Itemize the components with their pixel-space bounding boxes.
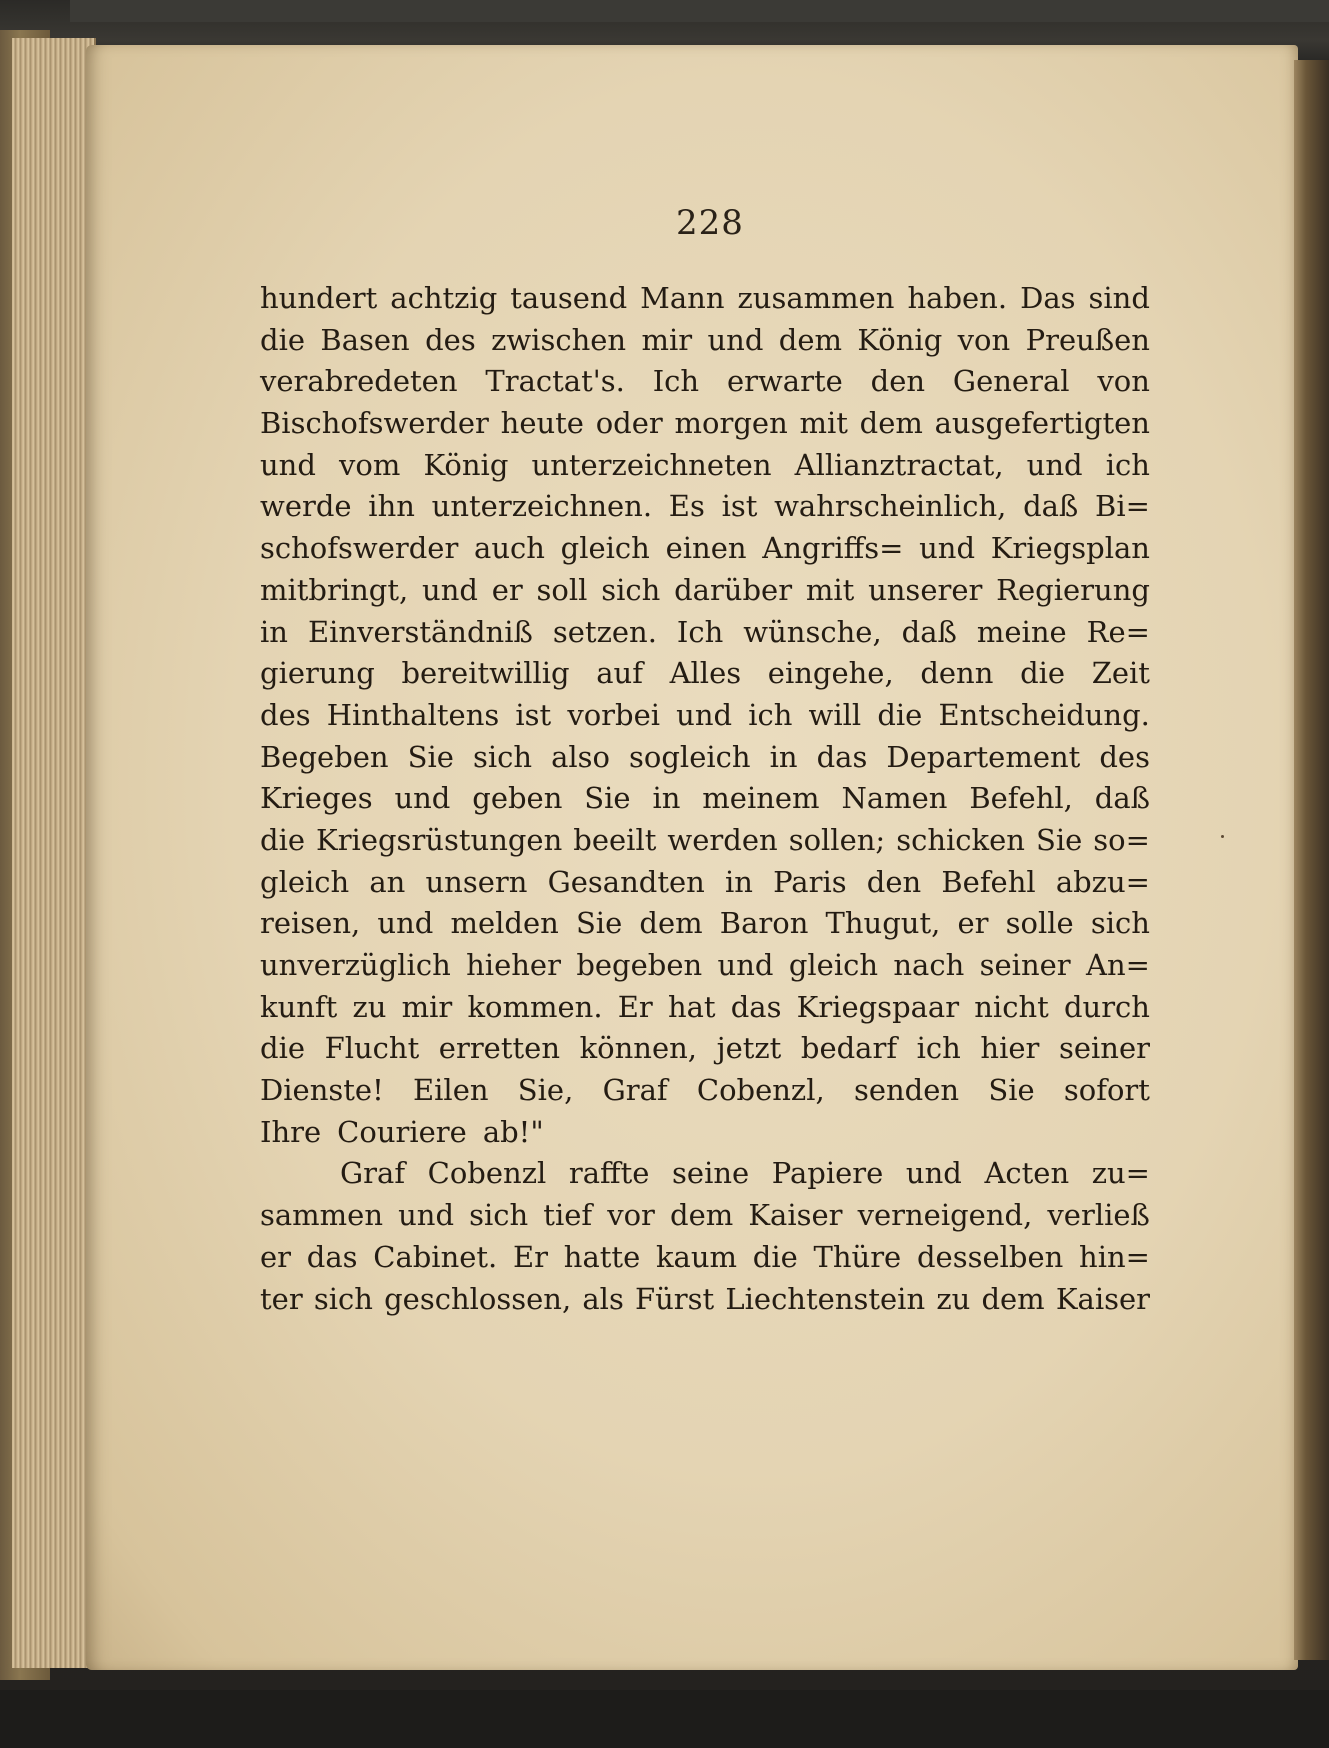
word: wünsche,	[743, 614, 882, 649]
word: König	[423, 447, 509, 482]
word: ter	[260, 1281, 303, 1316]
word: heute	[500, 406, 584, 441]
word: mir	[641, 322, 693, 357]
word: Befehl,	[969, 781, 1073, 816]
word: das	[306, 1239, 358, 1274]
word: von	[1097, 364, 1150, 399]
word: seiner	[1058, 1031, 1150, 1066]
book-cover-top	[70, 0, 1329, 22]
word: ich	[1105, 447, 1150, 482]
word: geben	[472, 781, 563, 816]
word: Eilen	[412, 1073, 489, 1108]
paper-speck	[1221, 835, 1224, 838]
body-text	[260, 278, 1150, 1320]
word: sich	[313, 1281, 373, 1316]
word: Departement	[886, 739, 1081, 774]
word: nicht	[974, 989, 1049, 1024]
word: daß	[901, 614, 957, 649]
word: Tractat's.	[485, 364, 625, 399]
word: dem	[670, 1198, 734, 1233]
word: mit	[805, 572, 855, 607]
text-line	[260, 903, 1150, 945]
book-cover-bottom	[0, 1690, 1329, 1748]
word: in	[260, 614, 288, 649]
word: er	[957, 906, 989, 941]
word: nach	[893, 948, 965, 982]
word: gleich	[788, 948, 879, 982]
word: Ich	[652, 364, 700, 399]
word: An=	[1086, 948, 1150, 982]
word: schofswerder	[260, 531, 459, 566]
word: und	[676, 697, 733, 732]
word: unterzeichneten	[531, 447, 772, 482]
word: jetzt	[716, 1031, 782, 1066]
word: die	[1020, 656, 1066, 691]
word: in	[652, 781, 681, 816]
word: und	[919, 531, 976, 566]
word: den	[870, 364, 926, 399]
word: Baron	[719, 906, 809, 941]
word: und	[905, 1156, 962, 1191]
word: und	[717, 948, 774, 982]
word: vor	[607, 1198, 655, 1233]
word: Namen	[841, 781, 948, 816]
text-line	[260, 528, 1150, 570]
text-line	[260, 862, 1150, 904]
word: tausend	[510, 281, 628, 315]
word: mitbringt,	[260, 572, 409, 607]
word: erwarte	[726, 364, 843, 399]
word: in	[769, 739, 798, 774]
word: Kriegspaar	[796, 989, 960, 1024]
word: Allianztractat,	[794, 447, 1004, 482]
word: König	[857, 322, 943, 357]
word: Es	[668, 489, 705, 524]
word: schicken	[896, 822, 1025, 857]
text-line	[260, 570, 1150, 612]
word: die	[260, 822, 306, 857]
text-line	[260, 695, 1150, 737]
word: Sie	[407, 739, 454, 774]
word: Mann	[640, 281, 725, 315]
word: und	[422, 572, 478, 607]
word: Graf	[340, 1156, 406, 1191]
word: kommen.	[467, 989, 603, 1024]
word: Einverständniß	[307, 614, 533, 649]
word: daß	[1023, 489, 1079, 524]
word: Sie	[575, 906, 623, 941]
text-line	[260, 403, 1150, 445]
word: die	[877, 697, 923, 732]
word: haben.	[907, 281, 1008, 315]
word: die	[260, 322, 306, 357]
word: dem	[981, 1281, 1045, 1316]
word: ihn	[368, 489, 415, 524]
text-line	[260, 653, 1150, 695]
word: hat	[667, 989, 716, 1024]
word: meine	[976, 614, 1067, 649]
word: begeben	[576, 948, 703, 982]
word: hier	[980, 1031, 1040, 1066]
word: Flucht	[324, 1031, 420, 1066]
word: gleich	[260, 864, 350, 899]
word: sich	[601, 572, 661, 607]
word: Thugut,	[825, 906, 941, 941]
word: durch	[1063, 989, 1150, 1024]
word: Krieges	[260, 781, 373, 816]
text-line	[260, 445, 1150, 487]
text-line	[260, 320, 1150, 362]
word: Couriere	[337, 1114, 467, 1149]
word: Preußen	[1025, 322, 1150, 357]
word: unserer	[868, 572, 983, 607]
word: Zeit	[1091, 656, 1150, 691]
word: und	[707, 322, 764, 357]
word: sind	[1088, 281, 1150, 315]
word: an	[369, 864, 406, 899]
word: Acten	[984, 1156, 1070, 1191]
text-line	[260, 820, 1150, 862]
word: sollen;	[788, 822, 886, 857]
word: Thüre	[813, 1239, 902, 1274]
word: verabredeten	[260, 364, 458, 399]
word: dem	[639, 906, 703, 941]
word: des	[1099, 739, 1150, 774]
word: beeilt	[573, 822, 657, 857]
word: Bischofswerder	[260, 406, 489, 441]
word: Kriegsplan	[990, 531, 1150, 566]
text-line	[260, 987, 1150, 1029]
word: in	[724, 864, 753, 899]
word: Cobenzl	[427, 1156, 547, 1191]
word: Gesandten	[547, 864, 705, 899]
text-line	[260, 1112, 1150, 1154]
text-line	[260, 945, 1150, 987]
word: seine	[672, 1156, 750, 1191]
word: verließ	[1047, 1198, 1150, 1233]
word: den	[866, 864, 922, 899]
word: Entscheidung.	[938, 697, 1150, 732]
text-line	[260, 737, 1150, 779]
word: Re=	[1086, 614, 1150, 649]
word: werde	[260, 489, 352, 524]
word: werden	[667, 822, 778, 857]
word: einen	[665, 531, 747, 566]
word: Sie	[584, 781, 631, 816]
word: Graf	[602, 1073, 668, 1108]
word: und	[398, 1198, 455, 1233]
word: meinem	[702, 781, 820, 816]
word: achtzig	[390, 281, 498, 315]
word: geschlossen,	[384, 1281, 572, 1316]
word: des	[425, 322, 476, 357]
text-line	[260, 1070, 1150, 1112]
word: verneigend,	[857, 1198, 1033, 1233]
word: solle	[1005, 906, 1074, 941]
text-line	[260, 486, 1150, 528]
word: tief	[543, 1198, 593, 1233]
word: zusammen	[737, 281, 895, 315]
page-edges	[12, 38, 96, 1668]
word: und	[260, 447, 316, 482]
word: als	[582, 1281, 624, 1316]
word: auch	[474, 531, 545, 566]
word: das	[730, 989, 782, 1024]
word: und	[1026, 447, 1083, 482]
word: Bi=	[1095, 489, 1150, 524]
word: Sie,	[517, 1073, 574, 1108]
word: zu	[352, 989, 387, 1024]
word: ist	[515, 697, 552, 732]
word: Er	[513, 1239, 549, 1274]
text-line	[260, 1028, 1150, 1070]
word: mir	[401, 989, 453, 1024]
word: Angriffs=	[762, 531, 904, 566]
word: erretten	[438, 1031, 560, 1066]
word: Regierung	[996, 572, 1150, 607]
word: hundert	[260, 281, 378, 315]
word: raffte	[568, 1156, 650, 1191]
word: Das	[1020, 281, 1076, 315]
word: zu=	[1091, 1156, 1150, 1191]
text-line	[260, 1237, 1150, 1279]
word: sich	[469, 1198, 529, 1233]
word: sofort	[1063, 1073, 1150, 1108]
word: General	[952, 364, 1070, 399]
text-line	[260, 612, 1150, 654]
word: Kaiser	[748, 1198, 843, 1233]
word: das	[816, 739, 868, 774]
word: reisen,	[260, 906, 361, 941]
word: er	[491, 572, 523, 607]
word: morgen	[674, 406, 788, 441]
word: zu	[936, 1281, 971, 1316]
text-line	[260, 778, 1150, 820]
word: wahrscheinlich,	[774, 489, 1007, 524]
word: kunft	[260, 989, 338, 1024]
word: Sie	[1035, 822, 1083, 857]
text-line	[260, 361, 1150, 403]
word: unterzeichnen.	[431, 489, 653, 524]
word: gierung	[260, 656, 375, 691]
word: oder	[595, 406, 663, 441]
word: Ich	[676, 614, 724, 649]
word: Kaiser	[1055, 1281, 1150, 1316]
page-number: 228	[676, 203, 744, 243]
word: Er	[617, 989, 653, 1024]
word: gleich	[560, 531, 650, 566]
word: des	[260, 697, 311, 732]
word: abzu=	[1055, 864, 1150, 899]
book-gutter	[1294, 60, 1329, 1660]
word: und	[377, 906, 434, 941]
word: Kriegsrüstungen	[316, 822, 563, 857]
word: Sie	[988, 1073, 1035, 1108]
word: Alles	[669, 656, 742, 691]
text-line	[260, 1195, 1150, 1237]
word: hatte	[563, 1239, 641, 1274]
word: desselben	[916, 1239, 1064, 1274]
word: Hinthaltens	[326, 697, 500, 732]
word: melden	[450, 906, 559, 941]
word: auf	[596, 656, 643, 691]
word: unverzüglich	[260, 948, 451, 982]
word: ich	[748, 697, 793, 732]
word: setzen.	[552, 614, 657, 649]
word: Paris	[773, 864, 847, 899]
word: sich	[472, 739, 533, 774]
word: dem	[778, 322, 843, 357]
word: dem	[859, 406, 923, 441]
word: ab!"	[482, 1114, 544, 1149]
word: sich	[1090, 906, 1150, 941]
word: unsern	[425, 864, 528, 899]
word: will	[808, 697, 862, 732]
word: Liechtenstein	[725, 1281, 926, 1316]
word: sogleich	[629, 739, 751, 774]
word: Fürst	[635, 1281, 715, 1316]
word: daß	[1094, 781, 1150, 816]
word: hin=	[1079, 1239, 1150, 1274]
word: Cabinet.	[373, 1239, 498, 1274]
word: ich	[916, 1031, 961, 1066]
word: können,	[579, 1031, 698, 1066]
word: ausgefertigten	[934, 406, 1150, 441]
word: hieher	[466, 948, 561, 982]
word: bereitwillig	[401, 656, 570, 691]
word: also	[551, 739, 610, 774]
word: Papiere	[771, 1156, 884, 1191]
word: Begeben	[260, 739, 389, 774]
word: und	[394, 781, 451, 816]
word: von	[957, 322, 1011, 357]
word: Dienste!	[260, 1073, 384, 1108]
text-line	[260, 1153, 1150, 1195]
text-line	[260, 278, 1150, 320]
word: darüber	[674, 572, 793, 607]
word: kaum	[655, 1239, 738, 1274]
word: senden	[853, 1073, 960, 1108]
word: die	[752, 1239, 798, 1274]
word: zwischen	[491, 322, 627, 357]
word: eingehe,	[767, 656, 894, 691]
word: bedarf	[800, 1031, 898, 1066]
word: ist	[721, 489, 758, 524]
word: die	[260, 1031, 306, 1066]
word: sammen	[260, 1198, 384, 1233]
word: vom	[339, 447, 401, 482]
word: denn	[920, 656, 994, 691]
word: soll	[536, 572, 588, 607]
word: so=	[1093, 822, 1150, 857]
word: Befehl	[941, 864, 1036, 899]
word: vorbei	[567, 697, 661, 732]
word: Ihre	[260, 1114, 322, 1149]
word: seiner	[979, 948, 1071, 982]
word: Cobenzl,	[696, 1073, 825, 1108]
text-line	[260, 1279, 1150, 1321]
word: mit	[799, 406, 848, 441]
word: Basen	[320, 322, 410, 357]
word: er	[260, 1239, 292, 1274]
